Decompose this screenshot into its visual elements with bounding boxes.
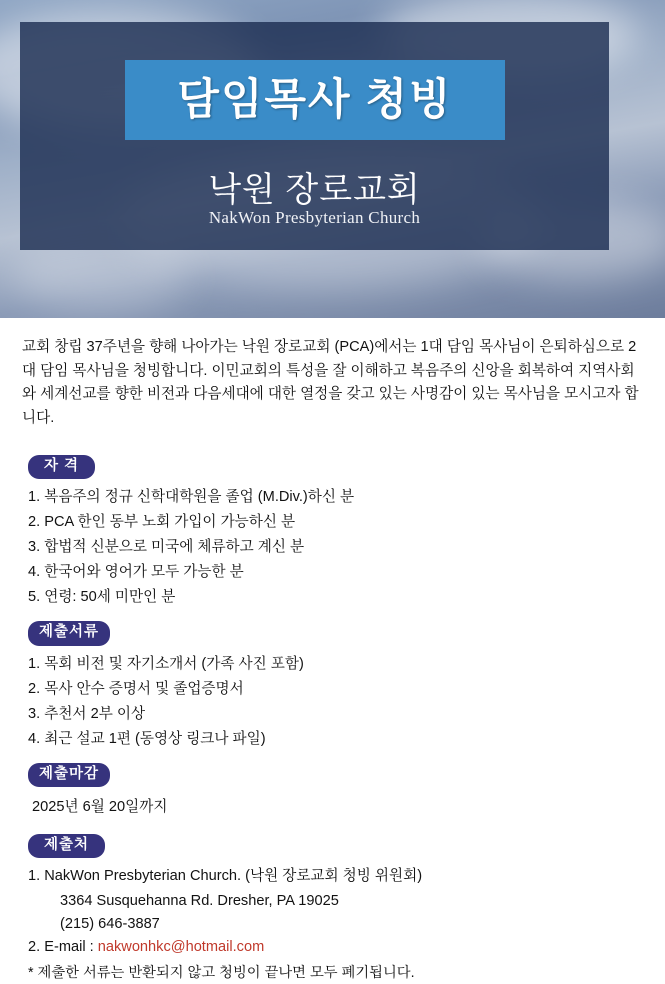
list-item: 1. 복음주의 정규 신학대학원을 졸업 (M.Div.)하신 분	[28, 488, 355, 505]
section-label-deadline: 제출마감	[28, 763, 110, 787]
church-name-english: NakWon Presbyterian Church	[208, 208, 421, 227]
submit-phone: (215) 646-3887	[60, 915, 160, 932]
list-item: 5. 연령: 50세 미만인 분	[28, 589, 176, 606]
submit-address: 3364 Susquehanna Rd. Dresher, PA 19025	[60, 892, 339, 909]
poster-content	[0, 318, 665, 984]
qualification-list	[22, 486, 643, 609]
list-item: 4. 한국어와 영어가 모두 가능한 분	[28, 564, 244, 581]
email-line	[22, 936, 643, 959]
church-name-korean: 낙원 장로교회	[208, 172, 421, 209]
list-item: 2. 목사 안수 증명서 및 졸업증명서	[28, 680, 244, 697]
cloud-decoration	[10, 240, 190, 310]
hero-panel	[20, 22, 609, 250]
poster-title: 담임목사 청빙	[177, 75, 453, 124]
poster-title-box	[125, 60, 505, 140]
list-item: 4. 최근 설교 1편 (동영상 링크나 파일)	[28, 730, 266, 747]
list-item: 3. 추천서 2부 이상	[28, 705, 146, 722]
list-item: 3. 합법적 신분으로 미국에 체류하고 계신 분	[28, 539, 305, 556]
email-link[interactable]: nakwonhkc@hotmail.com	[97, 939, 265, 956]
email-label: 2. E-mail :	[28, 939, 94, 956]
list-item	[28, 936, 643, 959]
section-label-documents: 제출서류	[28, 621, 110, 645]
intro-paragraph: 교회 창립 37주년을 향해 나아가는 낙원 장로교회 (PCA)에서는 1대 담임 목사님이 은퇴하심으로 2대 담임 목사님을 청빙합니다. 이민교회의 특성을 잘 이해하고 복음주의 신앙을 회복하여 지역사회와 세계선교를 향한 비전과 다음세대에 대한 열정을 갖고 있는 사명감이 있는 목사님을 모시고자 합니다.	[22, 339, 639, 426]
submit-to-list	[22, 865, 643, 888]
list-item: 1. NakWon Presbyterian Church. (낙원 장로교회 청빙 위원회)	[28, 867, 423, 884]
list-item: 1. 목회 비전 및 자기소개서 (가족 사진 포함)	[28, 655, 304, 672]
section-label-qualification: 자 격	[28, 455, 95, 479]
hero-banner	[0, 0, 665, 318]
footnote-text: * 제출한 서류는 반환되지 않고 청빙이 끝나면 모두 폐기됩니다.	[28, 965, 415, 982]
list-item: 2. PCA 한인 동부 노회 가입이 가능하신 분	[28, 514, 296, 530]
section-label-submit-to: 제출처	[28, 834, 105, 858]
deadline-text: 2025년 6월 20일까지	[32, 799, 168, 816]
documents-list	[22, 653, 643, 751]
